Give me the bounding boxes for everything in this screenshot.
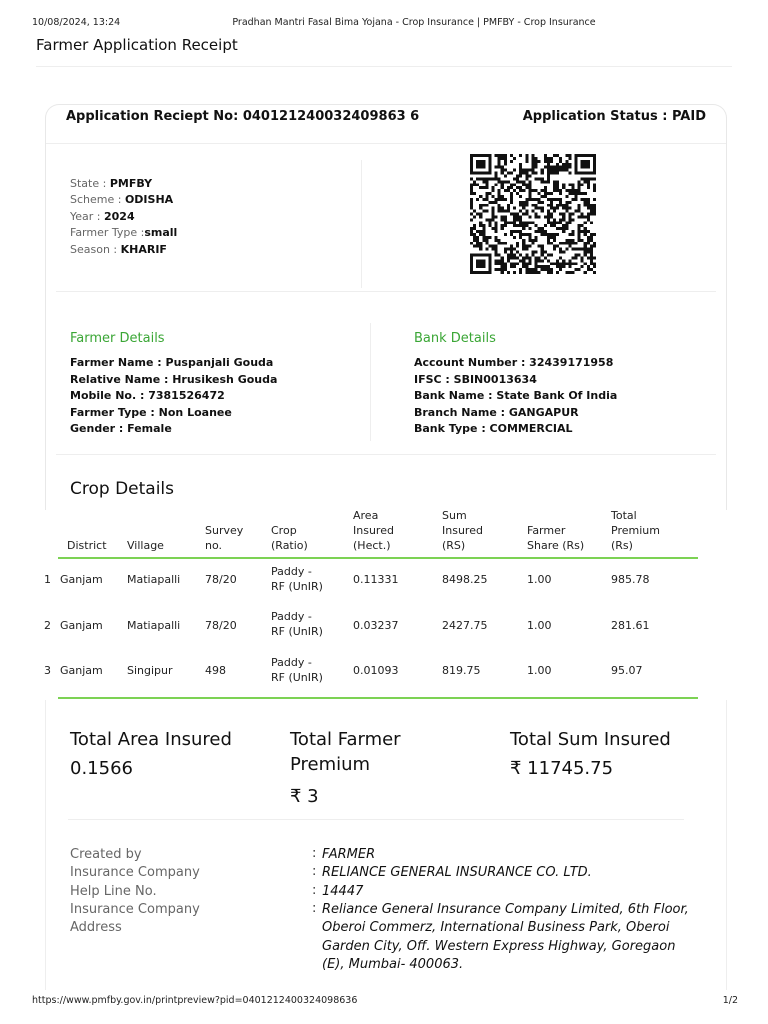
qr-code: [470, 154, 596, 274]
crop-details-heading: Crop Details: [70, 479, 175, 499]
colon: :: [312, 883, 317, 898]
divider: [56, 454, 716, 455]
meta-scheme: Scheme : ODISHA: [70, 193, 174, 207]
document-title: Pradhan Mantri Fasal Bima Yojana - Crop Insurance | PMFBY - Crop Insurance: [232, 17, 596, 28]
table-header-rule: [58, 557, 698, 559]
divider: [36, 66, 732, 67]
cell-share: 1.00: [527, 619, 552, 632]
cell-share: 1.00: [527, 664, 552, 677]
meta-farmer-type: Farmer Type :small: [70, 226, 178, 240]
cell-survey: 498: [205, 664, 226, 677]
cell-sum: 8498.25: [442, 573, 488, 586]
cell-district: Ganjam: [60, 573, 103, 586]
meta-state: State : PMFBY: [70, 177, 153, 190]
col-sum: Sum Insured (RS): [442, 509, 483, 552]
cell-district: Ganjam: [60, 664, 103, 677]
created-by-label: Created by: [70, 847, 142, 862]
relative-name: Relative Name : Hrusikesh Gouda: [70, 372, 278, 386]
receipt-header: [46, 105, 726, 144]
meta-season: Season : KHARIF: [70, 242, 167, 256]
helpline-value: 14447: [322, 884, 364, 899]
receipt-card: [45, 104, 727, 510]
total-sum-label: Total Sum Insured: [510, 729, 671, 750]
cell-sum: 2427.75: [442, 619, 488, 632]
cell-share: 1.00: [527, 573, 552, 586]
colon: :: [312, 846, 317, 861]
col-village: Village: [127, 539, 164, 552]
col-survey: Survey no.: [205, 524, 244, 552]
address-label: Insurance Company: [70, 901, 200, 917]
divider: [68, 819, 684, 820]
col-crop: Crop (Ratio): [271, 524, 308, 552]
cell-survey: 78/20: [205, 573, 237, 586]
cell-crop: Paddy - RF (UnIR): [271, 565, 323, 593]
cell-survey: 78/20: [205, 619, 237, 632]
divider: [361, 160, 362, 288]
colon: :: [312, 901, 317, 916]
qr-modules: [470, 154, 596, 274]
cell-village: Matiapalli: [127, 619, 181, 632]
page-title: Farmer Application Receipt: [36, 36, 238, 54]
divider: [370, 323, 371, 441]
total-area-value: 0.1566: [70, 758, 133, 779]
bank-name: Bank Name : State Bank Of India: [414, 389, 618, 402]
receipt-number: Application Reciept No: 040121240032409863 6: [66, 109, 420, 124]
row-index: 2: [44, 619, 51, 632]
page-number: 1/2: [722, 995, 738, 1006]
total-premium-label: Total Farmer Premium: [290, 729, 401, 775]
total-sum-value: ₹ 11745.75: [510, 758, 614, 779]
table-footer-rule: [58, 697, 698, 699]
branch-name: Branch Name : GANGAPUR: [414, 405, 579, 419]
row-index: 3: [44, 664, 51, 677]
cell-premium: 985.78: [611, 573, 650, 586]
col-district: District: [67, 539, 107, 552]
cell-district: Ganjam: [60, 619, 103, 632]
print-datetime: 10/08/2024, 13:24: [32, 17, 121, 28]
cell-area: 0.01093: [353, 664, 399, 677]
account-number: Account Number : 32439171958: [414, 356, 614, 369]
cell-crop: Paddy - RF (UnIR): [271, 610, 323, 638]
farmer-name: Farmer Name : Puspanjali Gouda: [70, 356, 274, 369]
cell-area: 0.03237: [353, 619, 399, 632]
footer-labels: [70, 846, 200, 937]
address-value: Reliance General Insurance Company Limited, 6th Floor, Oberoi Commerz, International Business Park, Oberoi Garden City, Off. Western Express Highway, Goregaon (E), Mumbai- 400063.: [322, 902, 689, 972]
col-share: Farmer Share (Rs): [527, 524, 585, 552]
total-area-label: Total Area Insured: [70, 729, 232, 750]
insurance-company-value: RELIANCE GENERAL INSURANCE CO. LTD.: [322, 865, 592, 880]
scheme-meta: [70, 176, 177, 258]
farmer-details: [70, 355, 277, 438]
mobile-number: Mobile No. : 7381526472: [70, 389, 225, 402]
meta-year: Year : 2024: [70, 209, 135, 223]
col-premium: Total Premium (Rs): [611, 509, 660, 552]
insurance-company-label: Insurance Company: [70, 865, 200, 881]
helpline-label: Help Line No.: [70, 883, 157, 899]
row-index: 1: [44, 573, 51, 586]
bank-details-heading: Bank Details: [414, 331, 496, 346]
farmer-details-heading: Farmer Details: [70, 331, 165, 346]
col-area: Area Insured (Hect.): [353, 509, 394, 552]
application-status: Application Status : PAID: [522, 109, 706, 124]
page-url: https://www.pmfby.gov.in/printpreview?pid=040121240032409863​6: [32, 995, 358, 1006]
ifsc: IFSC : SBIN0013634: [414, 372, 537, 386]
bank-details: [414, 355, 617, 438]
cell-area: 0.11331: [353, 573, 399, 586]
gender: Gender : Female: [70, 422, 172, 435]
bank-type: Bank Type : COMMERCIAL: [414, 422, 573, 435]
cell-village: Singipur: [127, 664, 173, 677]
address-label-cont: Address: [70, 920, 122, 936]
cell-premium: 281.61: [611, 619, 650, 632]
cell-sum: 819.75: [442, 664, 481, 677]
cell-crop: Paddy - RF (UnIR): [271, 656, 323, 684]
cell-premium: 95.07: [611, 664, 643, 677]
cell-village: Matiapalli: [127, 573, 181, 586]
divider: [56, 291, 716, 292]
total-premium-value: ₹ 3: [290, 786, 319, 807]
farmer-type: Farmer Type : Non Loanee: [70, 405, 232, 419]
colon: :: [312, 864, 317, 879]
created-by-value: FARMER: [322, 847, 376, 862]
